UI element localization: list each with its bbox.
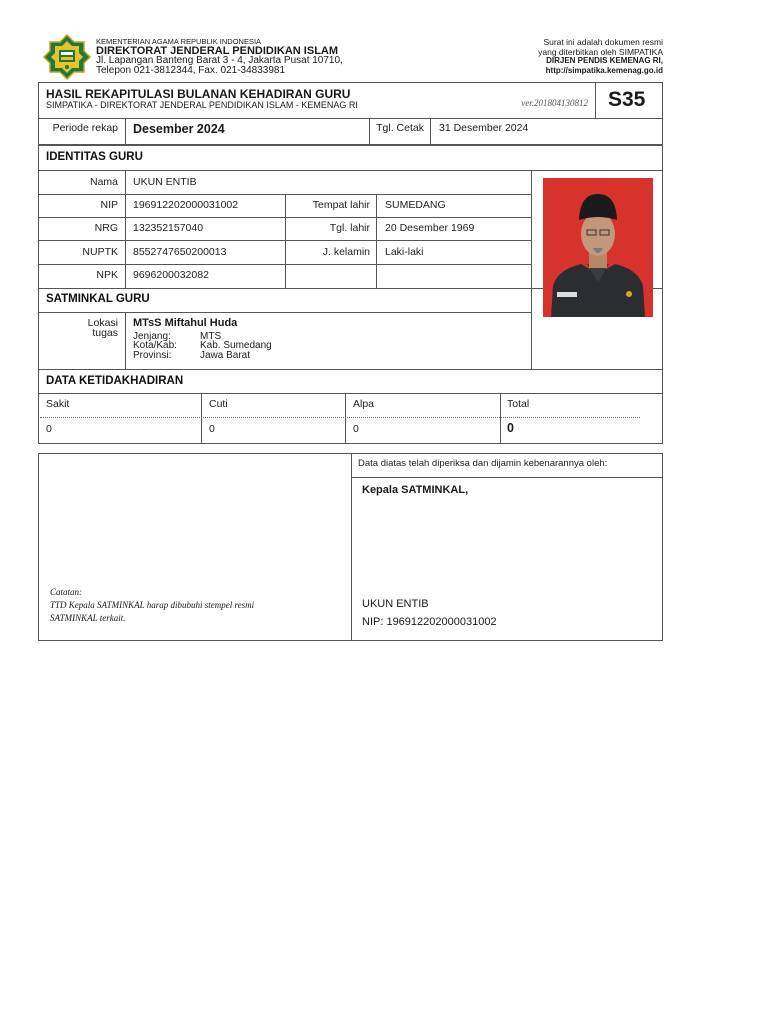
jenjang-label: Jenjang: — [133, 331, 171, 342]
header-phone: Telepon 021-3812344, Fax. 021-34833981 — [96, 65, 286, 76]
nama-value: UKUN ENTIB — [133, 176, 197, 188]
version-label: ver.201804130812 — [521, 98, 588, 108]
header-address: Jl. Lapangan Banteng Barat 3 - 4, Jakarta Pusat 10710, — [96, 55, 343, 66]
print-date-value: 31 Desember 2024 — [439, 122, 529, 134]
note-line2: SATMINKAL terkait. — [50, 613, 126, 623]
official-note-line1: Surat ini adalah dokumen resmi — [543, 37, 663, 47]
teacher-photo — [543, 178, 653, 317]
alpa-value: 0 — [353, 423, 359, 435]
period-label: Periode rekap — [52, 122, 118, 134]
lokasi-label-1: Lokasi — [87, 317, 118, 329]
official-url[interactable]: http://simpatika.kemenag.go.id — [545, 66, 663, 75]
form-code: S35 — [608, 88, 646, 111]
head-nip: NIP: 196912202000031002 — [362, 616, 497, 628]
lokasi-label-2: tugas — [92, 327, 118, 339]
sakit-header: Sakit — [46, 398, 70, 410]
kota-value: Kab. Sumedang — [200, 340, 272, 351]
npk-label: NPK — [96, 269, 118, 281]
total-value: 0 — [507, 421, 514, 435]
head-title: Kepala SATMINKAL, — [362, 484, 469, 496]
cuti-value: 0 — [209, 423, 215, 435]
ketidakhadiran-title: DATA KETIDAKHADIRAN — [46, 375, 184, 387]
directorate-name: DIREKTORAT JENDERAL PENDIDIKAN ISLAM — [96, 45, 339, 57]
nuptk-value: 8552747650200013 — [133, 246, 227, 258]
jenjang-value: MTS — [200, 331, 222, 342]
kota-label: Kota/Kab: — [133, 340, 177, 351]
head-name: UKUN ENTIB — [362, 598, 429, 610]
nip-label: NIP — [100, 199, 118, 211]
jenis-kelamin-value: Laki-laki — [385, 246, 424, 258]
tgl-lahir-label: Tgl. lahir — [329, 222, 370, 234]
period-value: Desember 2024 — [133, 122, 225, 136]
note-title: Catatan: — [50, 587, 83, 597]
cuti-header: Cuti — [209, 398, 228, 410]
identitas-title: IDENTITAS GURU — [46, 151, 143, 163]
page-subtitle: SIMPATIKA - DIREKTORAT JENDERAL PENDIDIKAN ISLAM - KEMENAG RI — [46, 100, 358, 110]
tempat-lahir-label: Tempat lahir — [312, 199, 370, 211]
sakit-value: 0 — [46, 423, 52, 435]
nrg-value: 132352157040 — [133, 222, 204, 234]
tgl-lahir-value: 20 Desember 1969 — [385, 222, 475, 234]
ministry-name: KEMENTERIAN AGAMA REPUBLIK INDONESIA — [96, 37, 262, 46]
satminkal-title: SATMINKAL GURU — [46, 293, 150, 305]
npk-value: 9696200032082 — [133, 269, 209, 281]
nip-value: 196912202000031002 — [133, 199, 239, 211]
official-note-line3: DIRJEN PENDIS KEMENAG RI, — [546, 56, 663, 65]
nrg-label: NRG — [94, 222, 118, 234]
jenis-kelamin-label: J. kelamin — [322, 246, 370, 258]
total-header: Total — [507, 398, 530, 410]
school-name: MTsS Miftahul Huda — [133, 317, 238, 329]
nuptk-label: NUPTK — [82, 246, 118, 258]
page-title: HASIL REKAPITULASI BULANAN KEHADIRAN GURU — [46, 87, 351, 101]
tempat-lahir-value: SUMEDANG — [385, 199, 446, 211]
nama-label: Nama — [89, 176, 118, 188]
alpa-header: Alpa — [353, 398, 375, 410]
note-line1: TTD Kepala SATMINKAL harap dibubuhi stempel resmi — [50, 600, 255, 610]
provinsi-value: Jawa Barat — [200, 350, 251, 361]
period-row — [38, 118, 663, 145]
print-date-label: Tgl. Cetak — [376, 122, 424, 134]
verification-text: Data diatas telah diperiksa dan dijamin kebenarannya oleh: — [358, 458, 608, 469]
kemenag-logo-icon — [43, 34, 91, 80]
official-note-line2: yang diterbitkan oleh SIMPATIKA — [538, 47, 663, 57]
provinsi-label: Provinsi: — [133, 350, 172, 361]
